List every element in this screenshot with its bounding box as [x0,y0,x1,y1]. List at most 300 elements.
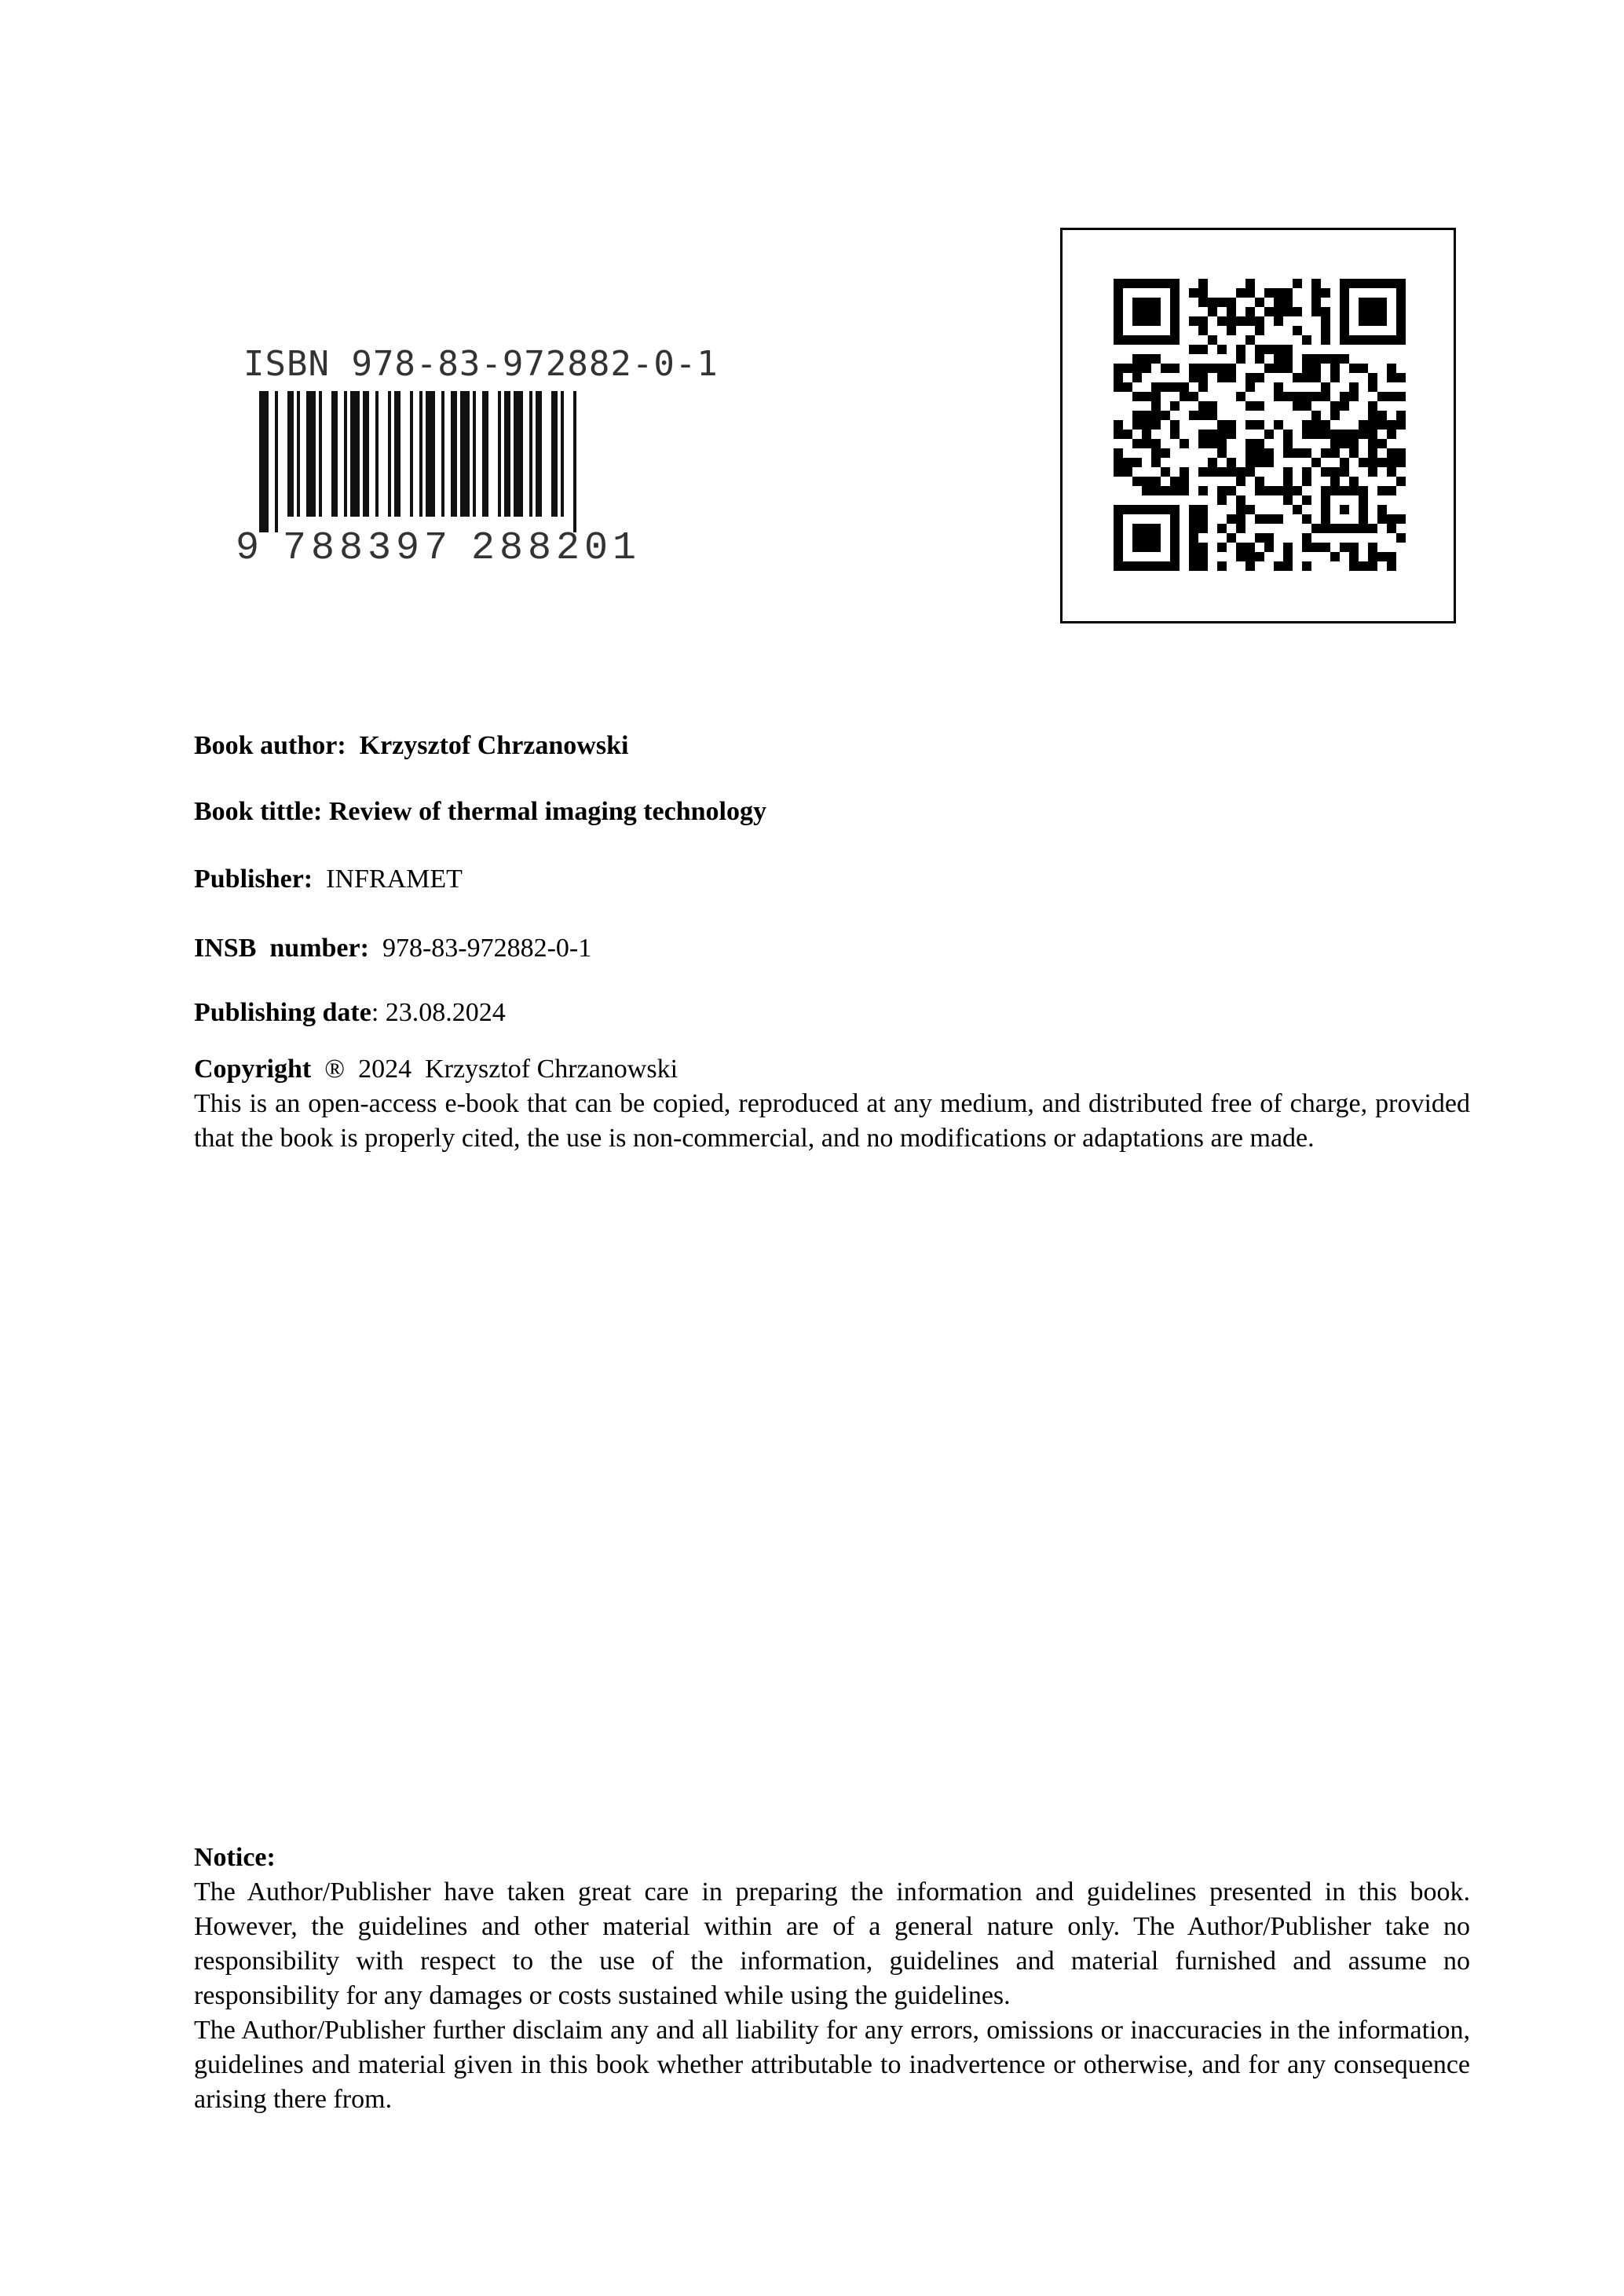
qr-module [1227,458,1236,467]
barcode-bar [331,391,338,517]
qr-module [1311,524,1321,533]
qr-module [1245,467,1255,477]
qr-module [1227,316,1236,326]
qr-module [1217,298,1227,307]
qr-module [1340,505,1349,514]
qr-module [1189,514,1198,524]
qr-module [1236,345,1245,354]
qr-module [1283,448,1293,458]
qr-module [1274,486,1283,495]
qr-module [1274,298,1283,307]
qr-module [1330,364,1340,373]
qr-module [1255,439,1264,448]
qr-module [1161,411,1170,420]
qr-module [1264,448,1274,458]
barcode-bar [419,391,422,517]
qr-module [1396,514,1406,524]
qr-module [1368,467,1377,477]
qr-module [1330,467,1340,477]
barcode-digit-group2: 288201 [471,526,642,571]
qr-module [1359,430,1368,439]
notice-paragraph-1: The Author/Publisher have taken great care in preparing the information and guidelines presented in this book. However, the guidelines and other material within are of a general nature only. The Author/Publisher take no responsibility with respect to the use of the information, guidelines and material furnished and assume no responsibility for any damages or costs sustained while using the guidelines. [194,1877,1470,2010]
qr-module [1189,411,1198,420]
qr-module [1161,448,1170,458]
qr-module [1340,439,1349,448]
qr-module [1283,543,1293,552]
qr-module [1377,420,1387,430]
qr-module [1264,543,1274,552]
qr-module [1349,561,1359,571]
qr-module [1151,420,1161,430]
qr-module [1283,477,1293,486]
qr-module [1302,561,1311,571]
qr-module [1387,430,1396,439]
qr-module [1217,420,1227,430]
qr-module [1236,467,1245,477]
qr-module [1321,392,1330,401]
qr-module [1264,514,1274,524]
qr-module [1302,373,1311,382]
qr-module [1321,326,1330,335]
author-row [194,729,628,763]
qr-module [1302,420,1311,430]
qr-module [1123,458,1132,467]
barcode-bars [236,391,691,532]
qr-module [1368,430,1377,439]
qr-module [1123,467,1132,477]
qr-module [1311,392,1321,401]
qr-module [1340,401,1349,411]
qr-module [1274,561,1283,571]
barcode-bar [573,391,576,532]
qr-module [1330,430,1340,439]
qr-module [1142,354,1151,364]
qr-module [1255,458,1264,467]
qr-module [1198,373,1208,382]
qr-module [1161,486,1170,495]
qr-module [1349,552,1359,561]
qr-module [1142,477,1151,486]
qr-module [1368,524,1377,533]
qr-module [1255,401,1264,411]
barcode-bar [410,391,413,517]
barcode-bar [306,391,316,517]
qr-module [1208,430,1217,439]
qr-module [1227,514,1236,524]
date-row [194,996,506,1030]
qr-module [1293,392,1302,401]
qr-module [1340,392,1349,401]
insb-value: 978-83-972882-0-1 [382,934,592,963]
qr-module [1283,345,1293,354]
qr-module [1236,477,1245,486]
qr-module [1217,364,1227,373]
qr-module [1387,561,1396,571]
date-value: : 23.08.2024 [371,998,506,1027]
qr-module [1236,354,1245,364]
copyright-text: This is an open-access e-book that can be copied, reproduced at any medium, and distributed free of charge, provided that the book is properly cited, the use is non-commercial, and no modifications or adaptations are made. [194,1089,1470,1153]
qr-module [1255,326,1264,335]
qr-module [1227,486,1236,495]
qr-module [1189,392,1198,401]
qr-module [1198,326,1208,335]
barcode-bar [426,391,435,517]
qr-module [1217,467,1227,477]
qr-module [1245,561,1255,571]
qr-module [1264,430,1274,439]
qr-module [1302,392,1311,401]
qr-module [1180,486,1189,495]
qr-module [1208,411,1217,420]
publisher-value: INFRAMET [326,865,463,894]
qr-code [1114,279,1406,571]
qr-module [1274,514,1283,524]
barcode-digit-lead: 9 [236,526,260,571]
insb-label: INSB number: [194,934,369,963]
qr-module [1330,373,1340,382]
qr-module [1283,552,1293,561]
qr-module [1255,486,1264,495]
qr-module [1198,298,1208,307]
qr-module [1396,392,1406,401]
qr-module [1293,448,1302,458]
qr-module [1311,420,1321,430]
qr-module [1236,495,1245,505]
qr-module [1227,307,1236,316]
qr-module [1180,382,1189,392]
qr-module [1359,298,1387,326]
qr-module [1368,411,1377,420]
qr-module [1236,288,1245,298]
qr-module [1132,411,1142,420]
qr-module [1151,448,1161,458]
qr-module [1377,552,1387,561]
qr-module [1321,430,1330,439]
qr-module [1255,533,1264,543]
qr-module [1132,439,1142,448]
qr-module [1255,345,1264,354]
qr-module [1170,477,1180,486]
qr-module [1180,439,1189,448]
qr-module [1321,543,1330,552]
qr-module [1227,326,1236,335]
qr-module [1302,430,1311,439]
barcode-bar [259,391,269,532]
qr-module [1142,486,1151,495]
qr-module [1245,505,1255,514]
barcode-bar [504,391,510,517]
qr-module [1208,401,1217,411]
barcode-bar [319,391,322,517]
barcode-bar [275,391,278,532]
qr-module [1311,458,1321,467]
qr-module [1387,458,1396,467]
qr-module [1189,345,1198,354]
qr-module [1396,373,1406,382]
qr-module [1349,439,1359,448]
qr-module [1321,335,1330,345]
qr-module [1311,307,1321,316]
qr-module [1274,345,1283,354]
qr-module [1170,364,1180,373]
qr-module [1245,458,1255,467]
qr-module [1161,364,1170,373]
qr-module [1189,364,1198,373]
barcode-bar [388,391,391,517]
qr-module [1198,543,1208,552]
qr-module [1255,316,1264,326]
qr-module [1217,316,1227,326]
qr-module [1217,373,1227,382]
qr-module [1180,392,1189,401]
qr-module [1198,364,1208,373]
qr-module [1245,448,1255,458]
qr-module [1123,430,1132,439]
qr-module [1311,364,1321,373]
qr-module [1189,561,1198,571]
qr-module [1311,288,1321,298]
qr-module [1359,561,1368,571]
qr-module [1387,448,1396,458]
qr-module [1396,411,1406,420]
qr-module [1255,514,1264,524]
qr-module [1349,364,1359,373]
qr-module [1245,279,1255,288]
qr-module [1132,373,1142,382]
qr-module [1274,354,1283,364]
qr-module [1264,458,1274,467]
qr-module [1255,448,1264,458]
qr-module [1132,392,1142,401]
qr-module [1227,364,1236,373]
qr-module [1349,392,1359,401]
qr-module [1274,364,1283,373]
qr-module [1217,345,1227,354]
qr-module [1217,448,1227,458]
qr-module [1245,420,1255,430]
barcode-bar [350,391,360,517]
qr-module [1189,373,1198,382]
qr-module [1236,316,1245,326]
qr-module [1377,486,1387,495]
qr-module [1340,467,1349,477]
title-row [194,795,766,829]
qr-module [1311,543,1321,552]
qr-module [1302,514,1311,524]
qr-module [1123,382,1132,392]
qr-module [1132,524,1161,552]
qr-module [1227,298,1236,307]
qr-module [1161,382,1170,392]
qr-code-frame [1060,228,1456,623]
barcode-bar [561,391,564,517]
qr-module [1368,543,1377,552]
barcode-bar [441,391,444,517]
qr-module [1123,364,1132,373]
qr-module [1151,354,1161,364]
qr-module [1387,420,1396,430]
qr-module [1198,524,1208,533]
qr-module [1321,316,1330,326]
qr-module [1302,467,1311,477]
barcode-bar [451,391,457,517]
qr-module [1198,288,1208,298]
qr-module [1114,364,1123,373]
qr-module [1180,467,1189,477]
qr-module [1198,552,1208,561]
qr-module [1302,533,1311,543]
qr-module [1302,364,1311,373]
qr-module [1132,458,1142,467]
qr-module [1340,430,1349,439]
qr-module [1283,561,1293,571]
qr-module [1217,543,1227,552]
qr-module [1302,335,1311,345]
copyright-label: Copyright [194,1055,312,1084]
qr-module [1349,430,1359,439]
qr-module [1255,298,1264,307]
qr-module [1387,514,1396,524]
qr-module [1198,411,1208,420]
qr-module [1264,345,1274,354]
qr-module [1198,561,1208,571]
qr-module [1396,458,1406,467]
barcode-bar [482,391,488,517]
qr-module [1198,279,1208,288]
qr-module [1198,430,1208,439]
qr-module [1302,477,1311,486]
qr-module [1170,420,1180,430]
qr-module [1283,364,1293,373]
qr-module [1377,458,1387,467]
qr-module [1311,354,1321,364]
qr-module [1198,505,1208,514]
qr-module [1283,486,1293,495]
qr-module [1377,514,1387,524]
qr-module [1274,420,1283,430]
qr-module [1255,420,1264,430]
qr-module [1142,411,1151,420]
qr-module [1321,448,1330,458]
qr-module [1283,495,1293,505]
qr-module [1302,495,1311,505]
barcode-bar [297,391,300,517]
qr-module [1236,505,1245,514]
qr-module [1264,364,1274,373]
barcode-bar [394,391,401,517]
qr-module [1368,458,1377,467]
barcode-bar [536,391,542,517]
qr-module [1311,279,1321,288]
qr-module [1387,364,1396,373]
isbn-barcode [236,344,719,579]
barcode-bar [363,391,369,517]
qr-module [1368,448,1377,458]
qr-module [1396,448,1406,458]
qr-module [1387,392,1396,401]
qr-module [1264,307,1274,316]
qr-module [1208,458,1217,467]
qr-module [1236,543,1245,552]
qr-module [1311,373,1321,382]
qr-module [1170,382,1180,392]
qr-module [1170,486,1180,495]
qr-module [1274,316,1283,326]
qr-module [1227,420,1236,430]
qr-module [1283,298,1293,307]
qr-module [1293,373,1302,382]
qr-module [1255,477,1264,486]
qr-module [1227,373,1236,382]
qr-module [1217,486,1227,495]
qr-module [1387,373,1396,382]
qr-module [1189,524,1198,533]
copyright-row [194,1052,678,1087]
qr-module [1245,382,1255,392]
qr-module [1368,561,1377,571]
qr-module [1189,543,1198,552]
qr-module [1114,382,1123,392]
qr-module [1311,430,1321,439]
qr-module [1114,458,1123,467]
qr-module [1236,524,1245,533]
barcode-bar [344,391,347,517]
qr-module [1274,382,1283,392]
qr-module [1311,298,1321,307]
barcode-bar [460,391,470,517]
qr-module [1132,354,1142,364]
qr-module [1245,316,1255,326]
barcode-bar [551,391,558,517]
qr-module [1283,354,1293,364]
author-label: Book author: [194,731,346,760]
qr-module [1349,477,1359,486]
qr-module [1217,524,1227,533]
qr-module [1151,411,1161,420]
qr-module [1170,430,1180,439]
qr-module [1245,401,1255,411]
qr-module [1255,552,1264,561]
title-label: Book tittle: [194,797,323,826]
qr-module [1274,392,1283,401]
qr-module [1161,467,1170,477]
author-value: Krzysztof Chrzanowski [359,731,629,760]
qr-module [1198,467,1208,477]
qr-module [1208,439,1217,448]
qr-module [1217,430,1227,439]
barcode-bar [498,391,501,517]
qr-module [1142,364,1151,373]
qr-module [1321,354,1330,364]
notice-section [194,1841,1470,2117]
qr-module [1396,533,1406,543]
barcode-bar [473,391,476,517]
qr-module [1142,420,1151,430]
qr-module [1151,486,1161,495]
qr-module [1349,382,1359,392]
qr-module [1330,448,1340,458]
qr-module [1293,486,1302,495]
qr-module [1255,373,1264,382]
qr-module [1132,420,1142,430]
qr-module [1114,430,1123,439]
qr-module [1114,373,1123,382]
qr-module [1330,401,1340,411]
barcode-digit-group1: 788397 [283,526,453,571]
qr-module [1264,533,1274,543]
qr-module [1274,307,1283,316]
qr-module [1368,382,1377,392]
